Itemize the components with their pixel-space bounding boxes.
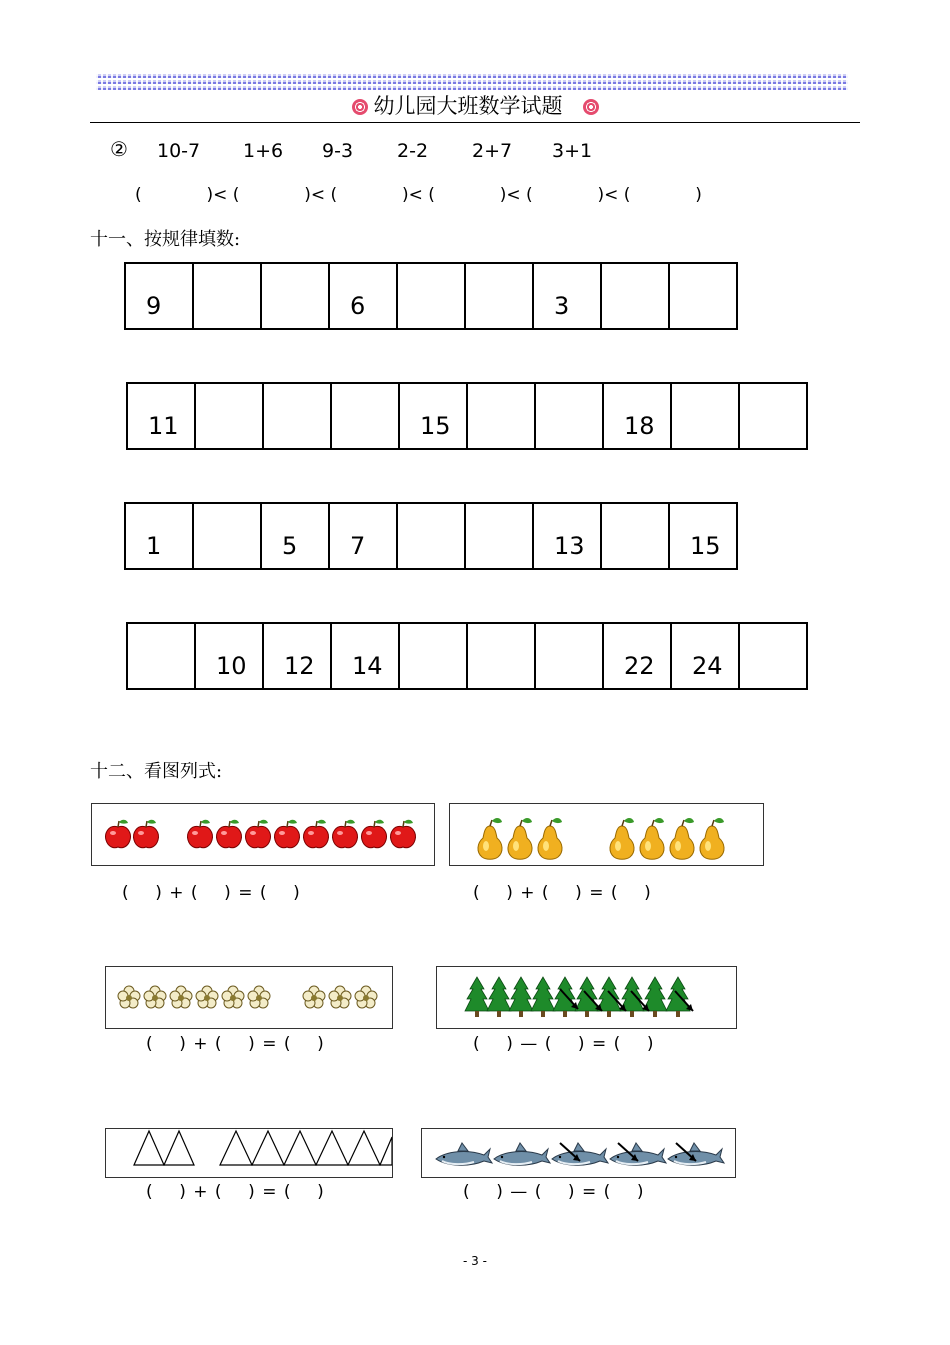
grid-cell[interactable]: 9	[126, 264, 194, 328]
trees-icon	[437, 967, 736, 1028]
grid-cell[interactable]	[468, 624, 536, 688]
expression-6: 3+1	[552, 140, 593, 162]
flowers-icon	[106, 967, 392, 1028]
equation-triangles[interactable]: ( ) + ( ) = ( )	[146, 1182, 325, 1202]
grid-cell[interactable]	[466, 264, 534, 328]
grid-cell[interactable]: 6	[330, 264, 398, 328]
grid-cell[interactable]	[194, 504, 262, 568]
page-number: - 3 -	[463, 1254, 487, 1268]
expression-5: 2+7	[472, 140, 513, 162]
flowers-picture-box	[105, 966, 393, 1029]
grid-cell[interactable]: 13	[534, 504, 602, 568]
section-12-title: 十二、看图列式:	[90, 761, 223, 782]
sharks-picture-box	[421, 1128, 736, 1178]
grid-cell[interactable]: 24	[672, 624, 740, 688]
sequence-grid-4	[126, 622, 808, 690]
triangles-icon	[106, 1129, 392, 1177]
grid-cell[interactable]	[128, 624, 196, 688]
grid-cell[interactable]: 15	[400, 384, 468, 448]
grid-cell[interactable]	[398, 504, 466, 568]
header-rule	[90, 122, 860, 123]
grid-cell[interactable]	[466, 504, 534, 568]
grid-cell[interactable]: 14	[332, 624, 400, 688]
pears-picture-box	[449, 803, 764, 866]
grid-cell[interactable]: 15	[670, 504, 738, 568]
sharks-icon	[422, 1129, 735, 1177]
equation-apples[interactable]: ( ) + ( ) = ( )	[122, 883, 301, 903]
grid-cell[interactable]	[602, 504, 670, 568]
grid-cell[interactable]	[400, 624, 468, 688]
header-decorative-band	[96, 72, 848, 90]
grid-cell[interactable]	[332, 384, 400, 448]
grid-cell[interactable]	[196, 384, 264, 448]
grid-cell[interactable]	[740, 624, 808, 688]
question-marker: ②	[110, 137, 128, 161]
grid-cell[interactable]	[536, 624, 604, 688]
sequence-grid-1	[124, 262, 738, 330]
equation-flowers[interactable]: ( ) + ( ) = ( )	[146, 1034, 325, 1054]
grid-cell[interactable]	[602, 264, 670, 328]
swirl-icon	[352, 99, 368, 115]
equation-trees[interactable]: ( ) — ( ) = ( )	[473, 1034, 655, 1054]
sequence-grid-2	[126, 382, 808, 450]
grid-cell[interactable]	[468, 384, 536, 448]
grid-cell[interactable]: 1	[126, 504, 194, 568]
grid-cell[interactable]	[194, 264, 262, 328]
grid-cell[interactable]	[740, 384, 808, 448]
grid-cell[interactable]: 18	[604, 384, 672, 448]
page-header	[0, 90, 950, 120]
grid-cell[interactable]	[536, 384, 604, 448]
grid-cell[interactable]: 3	[534, 264, 602, 328]
expression-3: 9-3	[322, 140, 354, 162]
header-title: 幼儿园大班数学试题	[373, 94, 563, 118]
apples-picture-box	[91, 803, 435, 866]
grid-cell[interactable]: 22	[604, 624, 672, 688]
triangles-picture-box	[105, 1128, 393, 1178]
grid-cell[interactable]: 11	[128, 384, 196, 448]
pears-icon	[450, 804, 763, 865]
grid-cell[interactable]	[672, 384, 740, 448]
grid-cell[interactable]: 12	[264, 624, 332, 688]
section-11-title: 十一、按规律填数:	[90, 229, 241, 250]
equation-sharks[interactable]: ( ) — ( ) = ( )	[463, 1182, 645, 1202]
trees-picture-box	[436, 966, 737, 1029]
equation-pears[interactable]: ( ) + ( ) = ( )	[473, 883, 652, 903]
grid-cell[interactable]	[264, 384, 332, 448]
apples-icon	[92, 804, 434, 865]
expression-1: 10-7	[157, 140, 201, 162]
grid-cell[interactable]: 5	[262, 504, 330, 568]
grid-cell[interactable]	[398, 264, 466, 328]
grid-cell[interactable]: 10	[196, 624, 264, 688]
expression-2: 1+6	[243, 140, 284, 162]
expression-4: 2-2	[397, 140, 429, 162]
grid-cell[interactable]: 7	[330, 504, 398, 568]
order-answer-line: ( )< ( )< ( )< ( )< ( )< ( )	[135, 185, 702, 205]
grid-cell[interactable]	[670, 264, 738, 328]
grid-cell[interactable]	[262, 264, 330, 328]
sequence-grid-3	[124, 502, 738, 570]
swirl-icon	[583, 99, 599, 115]
